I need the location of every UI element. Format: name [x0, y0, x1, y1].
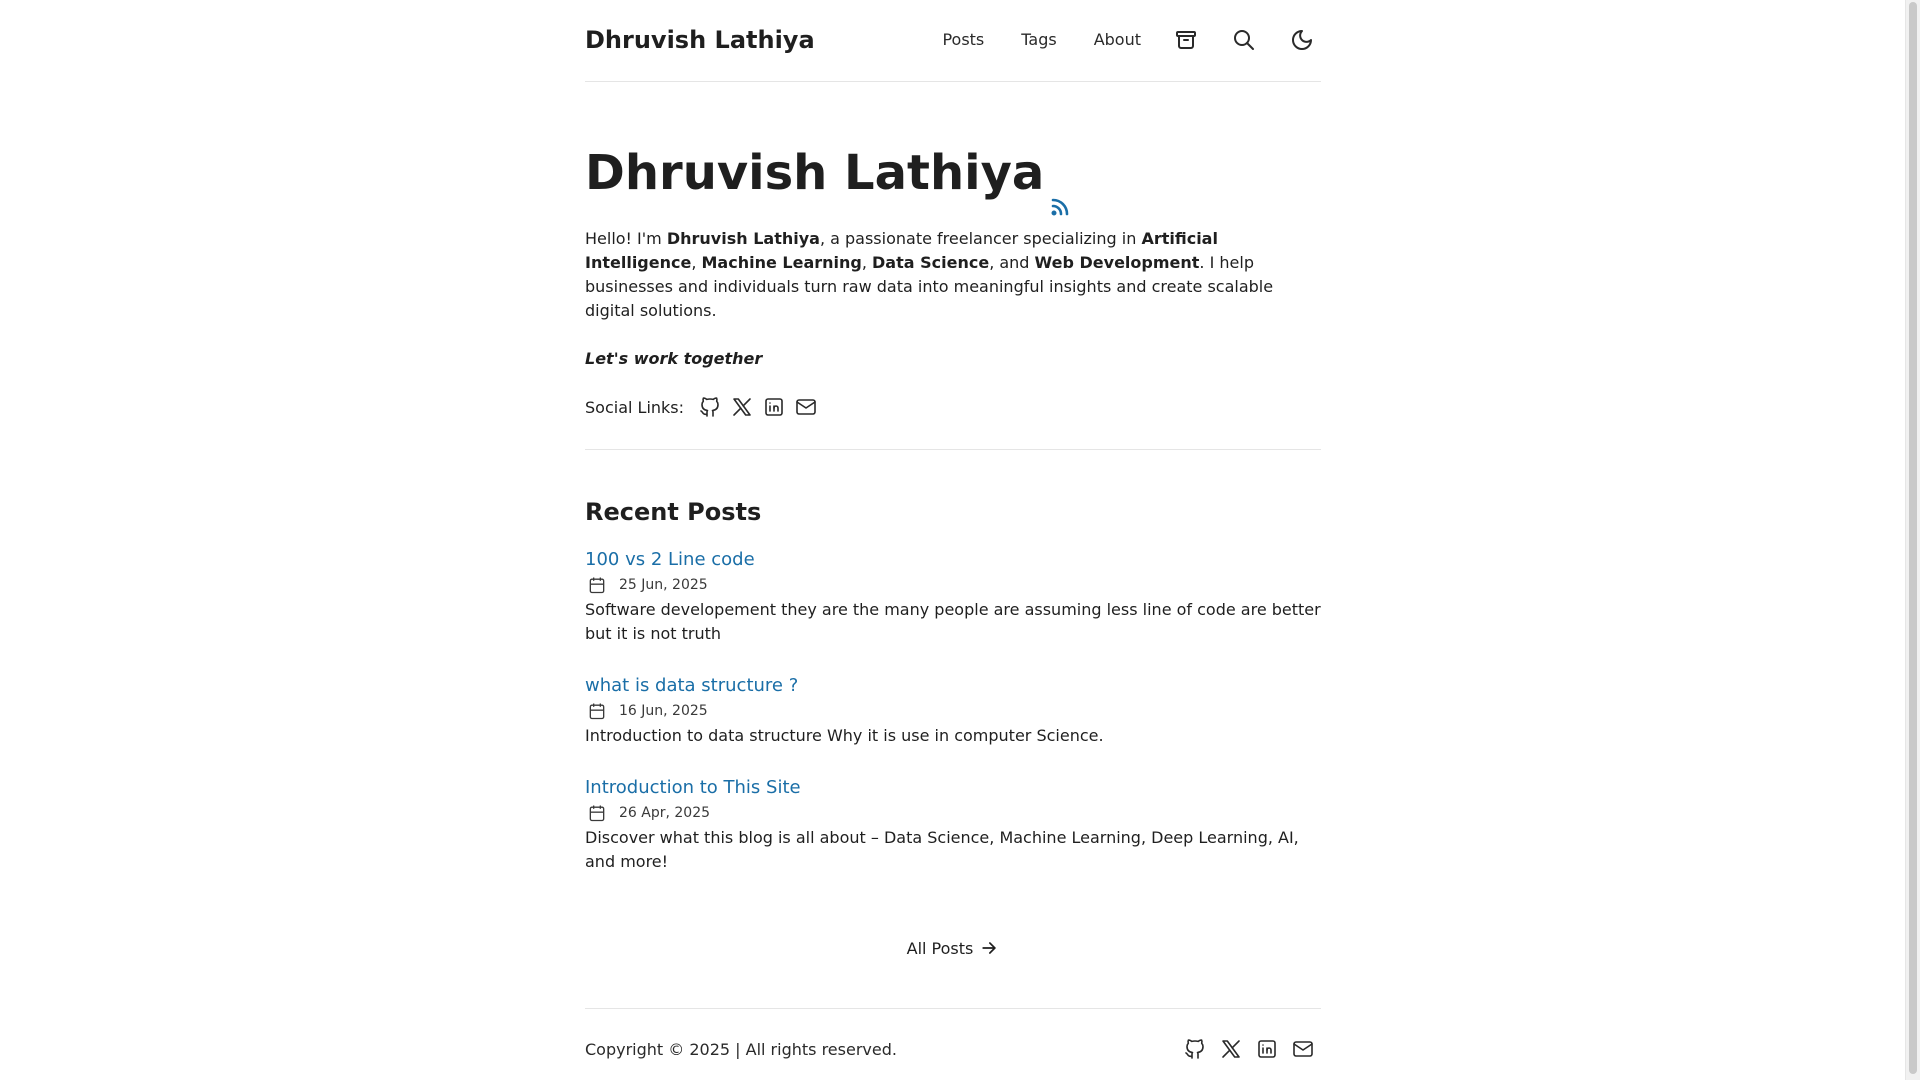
intro-skill-ml: Machine Learning [701, 253, 862, 272]
post-item [585, 674, 1321, 748]
rss-icon [1048, 195, 1072, 219]
cta-text: Let's work together [585, 349, 763, 368]
linkedin-icon [1255, 1037, 1279, 1061]
intro-paragraph [585, 227, 1321, 323]
social-label: Social Links: [585, 397, 685, 417]
mail-icon [794, 395, 818, 419]
hero-section [585, 82, 1321, 450]
hero-title: Dhruvish Lathiya [585, 145, 1045, 201]
search-icon [1232, 28, 1256, 52]
theme-toggle-button[interactable] [1283, 21, 1321, 59]
x-link[interactable] [726, 391, 758, 423]
post-description: Introduction to data structure Why it is use in computer Science. [585, 726, 1104, 745]
footer-linkedin-link[interactable] [1249, 1031, 1285, 1067]
post-title-link[interactable]: what is data structure ? [585, 675, 799, 696]
all-posts-label: All Posts [906, 938, 974, 958]
linkedin-link[interactable] [758, 391, 790, 423]
copyright-text: Copyright © 2025 | All rights reserved. [585, 1039, 897, 1059]
intro-comma-1: , [691, 253, 702, 272]
all-posts-link[interactable] [907, 938, 1000, 958]
post-description: Discover what this blog is all about – Data Science, Machine Learning, Deep Learning, AI, and more! [585, 828, 1299, 871]
nav-about[interactable]: About [1093, 30, 1141, 49]
post-date: 25 Jun, 2025 [619, 577, 708, 593]
recent-posts-section [585, 450, 1321, 958]
github-icon [698, 395, 722, 419]
email-link[interactable] [790, 391, 822, 423]
hero-title-row [585, 143, 1321, 203]
nav-tags[interactable]: Tags [1021, 30, 1057, 49]
site-header [585, 0, 1321, 82]
post-item [585, 776, 1321, 874]
scrollbar-thumb[interactable] [1909, 2, 1917, 1074]
post-date: 26 Apr, 2025 [619, 805, 711, 821]
moon-icon [1290, 28, 1314, 52]
site-footer [585, 1008, 1321, 1081]
page-container [585, 0, 1321, 1059]
calendar-icon [587, 803, 607, 823]
footer-email-link[interactable] [1285, 1031, 1321, 1067]
post-date: 16 Jun, 2025 [619, 703, 708, 719]
main-nav [942, 21, 1321, 59]
intro-skill-ds: Data Science [872, 253, 990, 272]
intro-name: Dhruvish Lathiya [666, 229, 820, 248]
intro-text-3: . I help businesses and individuals turn raw data into meaningful insights and create scalable digital solutions. [585, 253, 1274, 320]
site-brand-link[interactable]: Dhruvish Lathiya [585, 25, 815, 54]
intro-comma-2: , [861, 253, 873, 272]
rss-link[interactable] [1048, 173, 1072, 197]
nav-posts[interactable]: Posts [942, 30, 985, 49]
linkedin-icon [762, 395, 786, 419]
github-link[interactable] [694, 391, 726, 423]
post-title-link[interactable]: Introduction to This Site [585, 777, 801, 798]
search-button[interactable] [1225, 21, 1263, 59]
post-description: Software developement they are the many people are assuming less line of code are better but it is not truth [585, 600, 1321, 643]
all-posts-row [585, 938, 1321, 958]
archive-button[interactable] [1167, 21, 1205, 59]
post-meta [585, 802, 1321, 824]
archive-icon [1174, 28, 1198, 52]
scrollbar[interactable] [1905, 0, 1920, 1080]
intro-and: , and [989, 253, 1035, 272]
intro-text-2: , a passionate freelancer specializing in [819, 229, 1142, 248]
footer-x-link[interactable] [1213, 1031, 1249, 1067]
footer-social-links [1177, 1031, 1321, 1067]
intro-skill-ai: Artificial Intelligence [585, 229, 1218, 272]
post-item [585, 548, 1321, 646]
calendar-icon [587, 701, 607, 721]
footer-github-link[interactable] [1177, 1031, 1213, 1067]
social-links [585, 391, 1321, 423]
arrow-right-icon [979, 938, 999, 958]
mail-icon [1291, 1037, 1315, 1061]
x-icon [1219, 1037, 1243, 1061]
calendar-icon [587, 575, 607, 595]
intro-text-1: Hello! I'm [585, 229, 667, 248]
post-meta [585, 574, 1321, 596]
intro-skill-web: Web Development [1034, 253, 1200, 272]
github-icon [1183, 1037, 1207, 1061]
x-icon [730, 395, 754, 419]
post-title-link[interactable]: 100 vs 2 Line code [585, 549, 755, 570]
recent-posts-heading: Recent Posts [585, 498, 762, 526]
post-meta [585, 700, 1321, 722]
